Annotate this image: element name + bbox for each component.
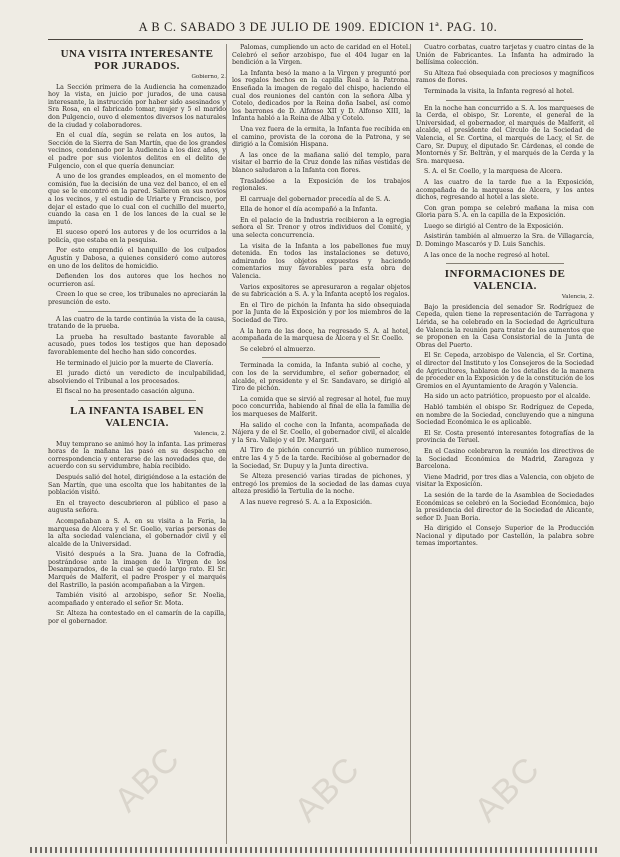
article-paragraph: En el palacio de la Industria recibieron a la egregia señora el Sr. Trenor y otros individuos del Comité, y una selecta concurrencia.: [232, 216, 410, 240]
article-paragraph: En la noche han concurrido a S. A. los marqueses de la Cerda, el obispo, Sr. Lorente, el general de la Universidad, el gobernador, el marqués de Malferit, el alcalde, el presidente del Círculo de la Sociedad de Valencia, el Sr. Cortina, el marqués de Lacy, el Sr. de Caro, Sr. Dupuy, el diputado Sr. Cárdenas, el conde de Montornés y Sr. Beltrán, y el marqués de la Cerda y la Sra. marquesa.: [416, 104, 594, 165]
watermark-abc-1: ABC: [107, 738, 188, 820]
article-paragraph: Ella de honor el día acompañó a la Infanta.: [240, 206, 378, 214]
article-paragraph: Terminada la comida, la Infanta subió al coche, y con los de la servidumbre, el señor gobernador, el alcalde, el presidente y el Sr. Sandavaro, se dirigió al Tiro de pichón.: [232, 362, 410, 393]
section-rule: [78, 400, 196, 401]
article-paragraph: A las once de la mañana salió del templo, para visitar el barrio de la Cruz donde las niñas vestidas de blanco saludaron a la Infanta con flores.: [232, 151, 410, 174]
section-rule: [446, 100, 564, 101]
article-paragraph: Varios expositores se apresuraron a regalar objetos de su fabricación a S. A. y la Infanta aceptó los regalos.: [232, 283, 410, 299]
page-header: A B C. SABADO 3 DE JULIO DE 1909. EDICION 1ª. PAG. 10.: [138, 20, 498, 34]
article-paragraph: Cuatro corbatas, cuatro tarjetas y cuatro cintas de la Unión de Fabricantes. La Infanta ha admirado la bellísima colección.: [416, 44, 594, 67]
article-paragraph: Visitó después a la Sra. Juana de la Cofradía, postrándose ante la imagen de la Virgen de los Desamparados, de la cual se quedó largo rato. El Sr. Marqués de Malferit, el padre Prosper y el marqués del Rastrillo, la pasión acompañaban a la Virgen.: [48, 551, 226, 589]
article-paragraph: Por esto emprendió el banquillo de los culpados Agustín y Dabosa, a quienes consideró como autores en uno de los delitos de homicidio.: [48, 247, 226, 270]
article-paragraph: Muy temprano se animó hoy la infanta. Las primeras horas de la mañana las pasó en su despacho en correspondencia y enterarse de las novedades que, de acuerdo con su servidumbre, había recibido.: [48, 440, 226, 471]
column-divider-2: [410, 44, 411, 844]
article-paragraph: Viene Madrid, por tres dias a Valencia, con objeto de visitar la Exposición.: [416, 473, 594, 489]
article-paragraph: Con gran pompa se celebró mañana la misa con Gloria para S. A. en la capilla de la Exposición.: [416, 204, 594, 220]
article-paragraph: En el trayecto descubrieron al público el paso a augusta señora.: [48, 499, 226, 515]
article-paragraph: S. A. el Sr. Coello, y la marquesa de Alcera.: [424, 168, 563, 176]
article-paragraph: Trasladóse a la Exposición de los trabajos regionales.: [232, 177, 410, 193]
article-byline: Valencia, 2.: [561, 294, 594, 301]
article-headline-infanta: LA INFANTA ISABEL EN VALENCIA.: [70, 404, 204, 429]
article-paragraph: Sr. Alteza ha contestado en el camarín de la capilla, por el gobernador.: [48, 610, 226, 626]
article-byline: Gobierno, 2.: [191, 74, 226, 80]
article-paragraph: La comida que se sirvió al regresar al hotel, fue muy poco concurrida, habiendo al final de ella la familia de los marqueses de Malferit.: [232, 395, 410, 418]
article-paragraph: A la hora de las doce, ha regresado S. A. al hotel, acompañada de la marquesa de Alcera y el Sr. Coello.: [232, 327, 410, 343]
article-paragraph: Terminada la visita, la Infanta regresó al hotel.: [424, 87, 575, 95]
article-paragraph: Ha dirigido el Consejo Superior de la Producción Nacional y diputado por Castellón, la palabra sobre temas importantes.: [416, 525, 594, 548]
article-paragraph: Una vez fuera de la ermita, la Infanta fue recibida en el camino, provista de la corona de la Patrona, y se dirigió a la Comisión Hispana.: [232, 125, 410, 149]
article-paragraph: Creen lo que se cree, los tribunales no apreciarán la presunción de esto.: [48, 291, 226, 307]
article-paragraph: Ha salido el coche con la Infanta, acompañada de Nájera y de el Sr. Coello, el gobernador civil, el alcalde y la Sra. Vallejo y el Dr. Margarit.: [232, 421, 410, 444]
column-2: [232, 44, 410, 509]
article-paragraph: En el cual día, según se relata en los autos, la Sección de la Sierra de San Martín, que de los grandes vecinos, condenado por la Audiencia a los diez años, y el padre por sus violentos delitos en el delito de Fulgencio, con el que quería denunciar.: [48, 132, 226, 170]
article-paragraph: A las cuatro de la tarde fue a la Exposición, acompañada de la marquesa de Alcera, y los antes dichos, regresando al hotel a las siete.: [416, 178, 594, 202]
article-byline: Valencia, 2.: [193, 430, 226, 437]
article-paragraph: La Infanta besó la mano a la Virgen y preguntó por los regalos hechos en la capilla Real a la Patrona. Enseñada la imagen de regalo del chispo, haciendo el cual dos reuniones del cantón con la señora Alba y Cotelo, dedicados por la Reina doña Isabel, así como los barrones de D. Alfonso XII y D. Alfonso XIII, la Infanta habló a la Reina de Alba y Cotelo.: [232, 69, 410, 123]
column-divider-1: [226, 44, 227, 844]
column-1: [48, 44, 226, 629]
article-headline-informaciones: INFORMACIONES DE VALENCIA.: [444, 268, 566, 293]
article-headline-visita: UNA VISITA INTERESANTE POR JURADOS.: [60, 48, 214, 72]
article-paragraph: Defienden los dos autores que los hechos no ocurrieron así.: [48, 273, 226, 288]
section-rule: [446, 263, 564, 264]
section-rule: [78, 311, 196, 312]
article-paragraph: Habló también el obispo Sr. Rodríguez de Cepeda, en nombre de la Sociedad, concluyendo que a ninguna Sociedad Económica le es aplicable.: [416, 403, 594, 427]
article-paragraph: El carruaje del gobernador precedía al de S. A.: [240, 195, 391, 203]
article-paragraph: Su Alteza fué obsequiada con preciosos y magníficos ramos de flores.: [416, 69, 594, 85]
article-paragraph: A uno de los grandes empleados, en el momento de comisión, fue la decisión de una vez del banco, el en el que se le encontró en la pared. Salieron en sus novios a los vecinos, y el estudio de Uriarte y Francisco, por dejar el estado que lo cual con el cuchillo del muerto, cuando la casa en 1 de los lances de la cual se le imputó.: [48, 173, 226, 226]
article-paragraph: El suceso operó los autores y de los ocurridos a la policía, que estaba en la pesquisa.: [48, 229, 226, 244]
page-footer-strip: [30, 847, 600, 853]
article-paragraph: Después salió del hotel, dirigiéndose a la estación de San Martín, que una escolta que los habitantes de la población visitó.: [48, 473, 226, 497]
article-paragraph: A las cuatro de la tarde continúa la vista de la causa, tratando de la prueba.: [48, 315, 226, 331]
article-paragraph: El fiscal no ha presentado casación alguna.: [56, 388, 195, 396]
article-paragraph: A las nueve regresó S. A. a la Exposición.: [240, 498, 372, 506]
article-paragraph: El jurado dictó un veredicto de inculpabilidad, absolviendo el Tribunal a los procesados.: [48, 370, 226, 385]
article-paragraph: También visitó al arzobispo, señor Sr. Noelia, acompañado y enterado el señor Sr. Mota.: [48, 592, 226, 607]
column-3: [416, 44, 594, 551]
article-paragraph: El Sr. Cepeda, arzobispo de Valencia, el Sr. Cortina, el director del Instituto y los Consejeros de la Sociedad de Agricultores, hablaron de los detalles de la manera de proceder en la Exposición y de la constitución de los Gremios en el Ayuntamiento de Aragón y Valencia.: [416, 352, 594, 390]
article-paragraph: Se celebró el almuerzo.: [240, 345, 316, 353]
watermark-abc-3: ABC: [467, 748, 548, 830]
article-paragraph: En el Tiro de pichón la Infanta ha sido obsequiada por la Junta de la Exposición y por los miembros de la Sociedad de Tiro.: [232, 301, 410, 324]
article-paragraph: A las once de la noche regresó al hotel.: [424, 251, 550, 259]
article-paragraph: La prueba ha resultado bastante favorable al acusado, pues todos los testigos que han deposado favorablemente del hecho han sido concordes.: [48, 333, 226, 356]
article-paragraph: Bajo la presidencia del senador Sr. Rodríguez de Cepeda, quien tiene la representación de Tarragona y Lérida, se ha celebrado en la Sociedad de Agricultura de Valencia la reunión para tratar de los aumentos que se proponen en la Casa Consistorial de la Junta de Obras del Puerto.: [416, 303, 594, 349]
article-paragraph: La visita de la Infanta a los pabellones fue muy detenida. En todos las instalaciones se detuvo, admirando los objetos expuestos y haciendo comentarios muy favorables para esta obra de Valencia.: [232, 242, 410, 281]
article-paragraph: Acompañaban a S. A. en su visita a la Feria, la marquesa de Alcera y el Sr. Goelio, varias personas de la alta sociedad valenciana, el gobernador civil y el alcalde de la Universidad.: [48, 517, 226, 548]
article-paragraph: El Sr. Costa presentó interesantes fotografías de la provincia de Teruel.: [416, 429, 594, 445]
header-rule: [48, 39, 583, 40]
article-paragraph: Palomas, cumpliendo un acto de caridad en el Hotel. Celebró el señor arzobispo, fue el 404 lugar en la bendición a la Virgen.: [232, 44, 410, 67]
section-rule: [262, 357, 380, 358]
article-paragraph: La Sección primera de la Audiencia ha comenzado hoy la vista, en juicio por jurados, de una causa interesante, la instrucción por haber sido asesinados y Sra Rosa, en el fabricado tomar, mujer y 5 el marido don Pulgencio, ouvo d elementos diversos los naturales de la ciudad y colaboradores.: [48, 83, 226, 129]
article-paragraph: Luego se dirigió al Centro de la Exposición.: [424, 222, 564, 230]
article-paragraph: He terminado el juicio por la muerte de Clavería.: [56, 359, 214, 367]
article-paragraph: Ha sido un acto patriótico, propuesto por el alcalde.: [424, 393, 591, 401]
article-paragraph: En el Casino celebraron la reunión los directivos de la Sociedad Económica de Madrid, Zaragoza y Barcelona.: [416, 447, 594, 471]
article-paragraph: La sesión de la tarde de la Asamblea de Sociedades Económicas se celebró en la Sociedad Económica, bajo la presidencia del director de la Sociedad de Alicante, señor D. Juan Boria.: [416, 491, 594, 522]
article-paragraph: Asistirán también al almuerzo la Sra. de Villagarcía, D. Domingo Mascarós y D. Luis Sanchis.: [416, 233, 594, 249]
article-paragraph: Se Alteza presenció varias tiradas de pichones, y entregó los premios de la sociedad de las damas cuya alteza presidió la Tertulia de la noche.: [232, 473, 410, 496]
article-paragraph: Al Tiro de pichón concurrió un público numeroso, entre las 4 y 5 de la tarde. Recibióse al gobernador de la Sociedad, Sr. Dupuy y la Junta directiva.: [232, 447, 410, 470]
watermark-abc-2: ABC: [287, 748, 368, 830]
